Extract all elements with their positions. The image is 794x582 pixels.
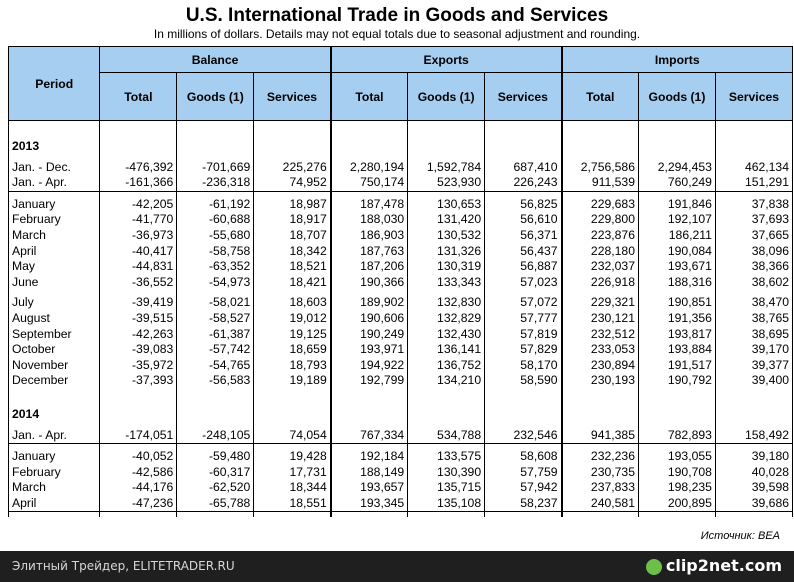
value-cell: 38,096 [715, 244, 792, 260]
value-cell [331, 407, 408, 423]
value-cell: -36,973 [100, 228, 177, 244]
period-cell: December [9, 373, 100, 389]
year-row [9, 139, 793, 155]
value-cell: 193,884 [638, 342, 715, 358]
value-cell: 133,575 [408, 449, 485, 465]
value-cell: 151,291 [715, 175, 792, 191]
imports-goods-header: Goods (1) [638, 73, 715, 121]
value-cell: 132,830 [408, 295, 485, 311]
value-cell: -58,758 [177, 244, 254, 260]
value-cell: 232,546 [485, 428, 562, 444]
table-row [9, 197, 793, 213]
value-cell: 130,653 [408, 197, 485, 213]
value-cell: -54,765 [177, 358, 254, 374]
value-cell: 193,055 [638, 449, 715, 465]
value-cell: 57,023 [485, 275, 562, 291]
value-cell: 58,170 [485, 358, 562, 374]
table-row [9, 160, 793, 176]
value-cell: -41,770 [100, 212, 177, 228]
table-row [9, 496, 793, 512]
value-cell: 136,141 [408, 342, 485, 358]
value-cell: 56,825 [485, 197, 562, 213]
value-cell: -55,680 [177, 228, 254, 244]
period-cell: April [9, 496, 100, 512]
value-cell: 226,243 [485, 175, 562, 191]
value-cell: 232,512 [562, 327, 639, 343]
period-cell: Jan. - Dec. [9, 160, 100, 176]
value-cell: 230,894 [562, 358, 639, 374]
value-cell: -44,176 [100, 480, 177, 496]
period-cell: July [9, 295, 100, 311]
value-cell: 240,581 [562, 496, 639, 512]
table-row [9, 259, 793, 275]
value-cell: -39,083 [100, 342, 177, 358]
table-row [9, 342, 793, 358]
period-cell: September [9, 327, 100, 343]
value-cell: 58,608 [485, 449, 562, 465]
value-cell: 188,316 [638, 275, 715, 291]
period-cell: Jan. - Apr. [9, 428, 100, 444]
value-cell [177, 139, 254, 155]
value-cell [638, 407, 715, 423]
value-cell: 194,922 [331, 358, 408, 374]
brand-label: clip2net.com [665, 556, 782, 575]
value-cell: 18,551 [254, 496, 331, 512]
period-cell: 2013 [9, 139, 100, 155]
value-cell: 39,686 [715, 496, 792, 512]
spacer-row [9, 512, 793, 518]
period-cell: February [9, 465, 100, 481]
value-cell: 38,470 [715, 295, 792, 311]
value-cell: 2,294,453 [638, 160, 715, 176]
page-subtitle: In millions of dollars. Details may not equal totals due to seasonal adjustment and rounding. [153, 27, 641, 41]
value-cell: 190,792 [638, 373, 715, 389]
value-cell: 132,829 [408, 311, 485, 327]
value-cell: 37,665 [715, 228, 792, 244]
value-cell: -65,788 [177, 496, 254, 512]
table-row [9, 175, 793, 191]
value-cell: 57,759 [485, 465, 562, 481]
period-cell: April [9, 244, 100, 260]
value-cell: 190,606 [331, 311, 408, 327]
value-cell: 18,344 [254, 480, 331, 496]
value-cell: 193,971 [331, 342, 408, 358]
value-cell: 189,902 [331, 295, 408, 311]
value-cell: -42,263 [100, 327, 177, 343]
period-cell: 2014 [9, 407, 100, 423]
value-cell: 57,072 [485, 295, 562, 311]
table-row [9, 311, 793, 327]
value-cell: 760,249 [638, 175, 715, 191]
balance-header: Balance [100, 47, 331, 73]
value-cell: 18,342 [254, 244, 331, 260]
value-cell: -36,552 [100, 275, 177, 291]
exports-header: Exports [331, 47, 562, 73]
value-cell: 190,708 [638, 465, 715, 481]
value-cell: 135,108 [408, 496, 485, 512]
value-cell: 187,763 [331, 244, 408, 260]
value-cell: 232,236 [562, 449, 639, 465]
value-cell: 193,345 [331, 496, 408, 512]
value-cell [485, 407, 562, 423]
value-cell: 158,492 [715, 428, 792, 444]
value-cell [408, 139, 485, 155]
value-cell: 133,343 [408, 275, 485, 291]
value-cell: -236,318 [177, 175, 254, 191]
exports-goods-header: Goods (1) [408, 73, 485, 121]
value-cell: 229,683 [562, 197, 639, 213]
value-cell: 767,334 [331, 428, 408, 444]
value-cell: 523,930 [408, 175, 485, 191]
value-cell: 223,876 [562, 228, 639, 244]
value-cell: 58,590 [485, 373, 562, 389]
value-cell: 57,777 [485, 311, 562, 327]
value-cell: 230,735 [562, 465, 639, 481]
source-note: Источник: BEA [700, 530, 780, 542]
value-cell: 39,400 [715, 373, 792, 389]
value-cell: 56,610 [485, 212, 562, 228]
value-cell: 187,206 [331, 259, 408, 275]
value-cell: 2,280,194 [331, 160, 408, 176]
value-cell: -39,515 [100, 311, 177, 327]
value-cell: 58,237 [485, 496, 562, 512]
value-cell: 230,121 [562, 311, 639, 327]
value-cell: 226,918 [562, 275, 639, 291]
table-row [9, 480, 793, 496]
value-cell [254, 139, 331, 155]
value-cell: -39,419 [100, 295, 177, 311]
value-cell: -58,021 [177, 295, 254, 311]
value-cell: 750,174 [331, 175, 408, 191]
spacer-row [9, 121, 793, 140]
value-cell: 56,437 [485, 244, 562, 260]
value-cell [562, 407, 639, 423]
value-cell: -42,586 [100, 465, 177, 481]
balance-total-header: Total [100, 73, 177, 121]
table-row [9, 428, 793, 444]
value-cell: 18,521 [254, 259, 331, 275]
value-cell: 56,887 [485, 259, 562, 275]
value-cell: 190,851 [638, 295, 715, 311]
spacer-row [9, 389, 793, 407]
value-cell: 18,917 [254, 212, 331, 228]
clip2net-logo-icon [646, 559, 662, 575]
value-cell: 186,903 [331, 228, 408, 244]
value-cell: -476,392 [100, 160, 177, 176]
value-cell: 38,695 [715, 327, 792, 343]
value-cell: -56,583 [177, 373, 254, 389]
period-cell: March [9, 228, 100, 244]
clip2net-brand [646, 556, 782, 575]
period-header: Period [9, 47, 100, 121]
value-cell: 19,428 [254, 449, 331, 465]
period-cell: January [9, 197, 100, 213]
value-cell: 687,410 [485, 160, 562, 176]
value-cell: 17,731 [254, 465, 331, 481]
value-cell: 190,366 [331, 275, 408, 291]
period-cell: June [9, 275, 100, 291]
value-cell: 56,371 [485, 228, 562, 244]
value-cell: 39,598 [715, 480, 792, 496]
watermark-bar [0, 551, 794, 582]
value-cell: 229,800 [562, 212, 639, 228]
value-cell: 225,276 [254, 160, 331, 176]
value-cell: 188,030 [331, 212, 408, 228]
imports-services-header: Services [715, 73, 792, 121]
value-cell: 193,817 [638, 327, 715, 343]
value-cell: -60,688 [177, 212, 254, 228]
value-cell: 130,319 [408, 259, 485, 275]
table-row [9, 358, 793, 374]
value-cell: -174,051 [100, 428, 177, 444]
value-cell: 187,478 [331, 197, 408, 213]
value-cell: 192,799 [331, 373, 408, 389]
value-cell [254, 407, 331, 423]
value-cell: 534,788 [408, 428, 485, 444]
value-cell: 38,366 [715, 259, 792, 275]
value-cell: 18,603 [254, 295, 331, 311]
table-row [9, 465, 793, 481]
value-cell: -35,972 [100, 358, 177, 374]
period-cell: October [9, 342, 100, 358]
value-cell: 19,012 [254, 311, 331, 327]
value-cell [562, 139, 639, 155]
value-cell: -60,317 [177, 465, 254, 481]
period-cell: March [9, 480, 100, 496]
value-cell: -248,105 [177, 428, 254, 444]
value-cell: 232,037 [562, 259, 639, 275]
value-cell: 233,053 [562, 342, 639, 358]
value-cell: 132,430 [408, 327, 485, 343]
table-row [9, 327, 793, 343]
value-cell: 38,765 [715, 311, 792, 327]
value-cell: 192,184 [331, 449, 408, 465]
value-cell: -44,831 [100, 259, 177, 275]
value-cell: -59,480 [177, 449, 254, 465]
value-cell: -57,742 [177, 342, 254, 358]
imports-header: Imports [562, 47, 793, 73]
value-cell: 18,793 [254, 358, 331, 374]
value-cell: 1,592,784 [408, 160, 485, 176]
value-cell [177, 407, 254, 423]
period-cell: February [9, 212, 100, 228]
value-cell [100, 139, 177, 155]
value-cell: 57,942 [485, 480, 562, 496]
value-cell: 39,180 [715, 449, 792, 465]
value-cell: 136,752 [408, 358, 485, 374]
value-cell: -42,205 [100, 197, 177, 213]
value-cell [715, 139, 792, 155]
value-cell: 941,385 [562, 428, 639, 444]
value-cell: 57,829 [485, 342, 562, 358]
value-cell: 190,084 [638, 244, 715, 260]
value-cell: 37,693 [715, 212, 792, 228]
value-cell: 230,193 [562, 373, 639, 389]
value-cell: 134,210 [408, 373, 485, 389]
value-cell: 57,819 [485, 327, 562, 343]
value-cell [638, 139, 715, 155]
value-cell: 191,517 [638, 358, 715, 374]
period-cell: May [9, 259, 100, 275]
value-cell: 191,846 [638, 197, 715, 213]
value-cell: -61,192 [177, 197, 254, 213]
value-cell: 74,054 [254, 428, 331, 444]
value-cell: 39,170 [715, 342, 792, 358]
value-cell: 2,756,586 [562, 160, 639, 176]
value-cell [331, 139, 408, 155]
value-cell [408, 407, 485, 423]
year-row [9, 407, 793, 423]
period-cell: August [9, 311, 100, 327]
value-cell: -63,352 [177, 259, 254, 275]
value-cell: 19,189 [254, 373, 331, 389]
value-cell: 135,715 [408, 480, 485, 496]
value-cell: 37,838 [715, 197, 792, 213]
value-cell: 237,833 [562, 480, 639, 496]
exports-services-header: Services [485, 73, 562, 121]
site-watermark: Элитный Трейдер, ELITETRADER.RU [12, 559, 235, 573]
table-row [9, 295, 793, 311]
value-cell: 130,532 [408, 228, 485, 244]
value-cell: -61,387 [177, 327, 254, 343]
balance-goods-header: Goods (1) [177, 73, 254, 121]
value-cell: 131,420 [408, 212, 485, 228]
value-cell: 228,180 [562, 244, 639, 260]
balance-services-header: Services [254, 73, 331, 121]
value-cell: 190,249 [331, 327, 408, 343]
value-cell: 19,125 [254, 327, 331, 343]
table-row [9, 212, 793, 228]
value-cell: 198,235 [638, 480, 715, 496]
value-cell: 40,028 [715, 465, 792, 481]
page-title: U.S. International Trade in Goods and Services [185, 5, 609, 26]
table-row [9, 449, 793, 465]
imports-total-header: Total [562, 73, 639, 121]
value-cell: 462,134 [715, 160, 792, 176]
exports-total-header: Total [331, 73, 408, 121]
value-cell: -40,052 [100, 449, 177, 465]
value-cell: 18,659 [254, 342, 331, 358]
value-cell: 911,539 [562, 175, 639, 191]
value-cell: -701,669 [177, 160, 254, 176]
value-cell: -40,417 [100, 244, 177, 260]
value-cell: 18,707 [254, 228, 331, 244]
value-cell [715, 407, 792, 423]
value-cell: 229,321 [562, 295, 639, 311]
value-cell [100, 407, 177, 423]
period-cell: November [9, 358, 100, 374]
value-cell: 18,421 [254, 275, 331, 291]
value-cell: 38,602 [715, 275, 792, 291]
value-cell: -54,973 [177, 275, 254, 291]
value-cell: 74,952 [254, 175, 331, 191]
value-cell: 193,657 [331, 480, 408, 496]
value-cell: -47,236 [100, 496, 177, 512]
value-cell: 200,895 [638, 496, 715, 512]
value-cell: -62,520 [177, 480, 254, 496]
table-row [9, 228, 793, 244]
value-cell: 131,326 [408, 244, 485, 260]
value-cell: 192,107 [638, 212, 715, 228]
value-cell: -37,393 [100, 373, 177, 389]
table-row [9, 373, 793, 389]
table-row [9, 244, 793, 260]
period-cell: Jan. - Apr. [9, 175, 100, 191]
value-cell: 188,149 [331, 465, 408, 481]
value-cell: 191,356 [638, 311, 715, 327]
table-row [9, 275, 793, 291]
value-cell: -58,527 [177, 311, 254, 327]
value-cell: -161,366 [100, 175, 177, 191]
value-cell: 18,987 [254, 197, 331, 213]
value-cell: 39,377 [715, 358, 792, 374]
value-cell: 782,893 [638, 428, 715, 444]
value-cell: 193,671 [638, 259, 715, 275]
value-cell: 130,390 [408, 465, 485, 481]
table-body [9, 121, 793, 518]
trade-table [8, 46, 793, 517]
period-cell: January [9, 449, 100, 465]
value-cell: 186,211 [638, 228, 715, 244]
value-cell [485, 139, 562, 155]
